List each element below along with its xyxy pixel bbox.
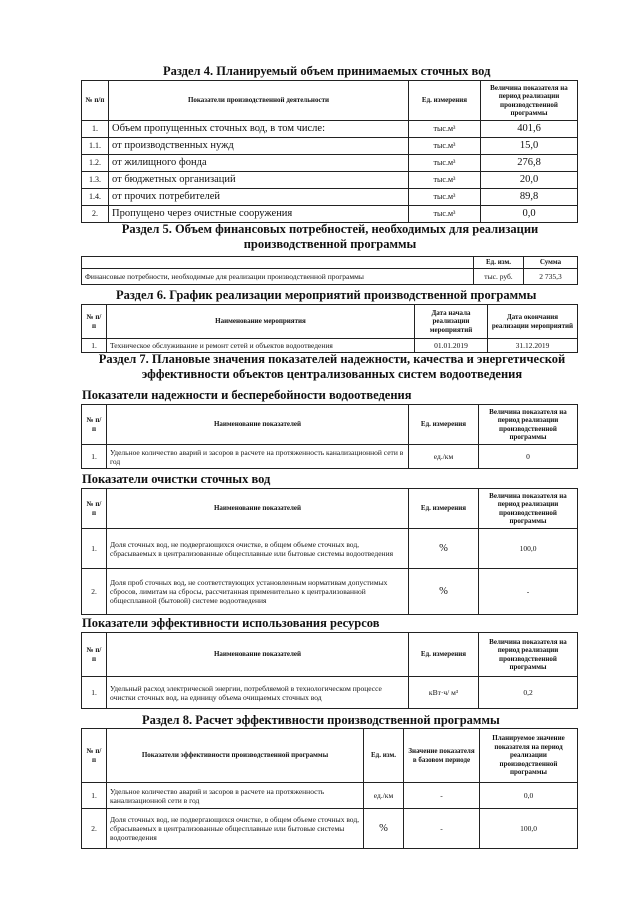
s6-header-start: Дата начала реализации мероприятий <box>415 305 488 339</box>
row-indicator: Доля проб сточных вод, не соответствующих установленным нормативам допустимых сбросов, лимитам на сбросы, рассчитанная применительно к централизованной общесплавной (бытовой) системе водоотведения <box>107 569 409 615</box>
row-unit: тыс.м³ <box>409 121 481 138</box>
row-indicator: Доля сточных вод, не подвергающихся очистке, в общем объеме сточных вод, сбрасываемых в централизованные общесплавные или бытовые системы водоотведения <box>107 529 409 569</box>
table-row <box>82 445 578 469</box>
row-unit: ед./км <box>364 783 404 809</box>
row-value: 276,8 <box>481 155 578 172</box>
s7c-header-name: Наименование показателей <box>107 633 409 677</box>
row-indicator: от жилищного фонда <box>109 155 409 172</box>
row-unit: кВт·ч/ м³ <box>409 677 479 709</box>
s4-header-value: Величина показателя на период реализации производственной программы <box>481 81 578 121</box>
table-row <box>82 155 578 172</box>
s8-header-unit: Ед. изм. <box>364 729 404 783</box>
row-unit: тыс.м³ <box>409 206 481 223</box>
table-row <box>82 529 578 569</box>
s7-sub3-title: Показатели эффективности использования ресурсов <box>82 616 380 630</box>
row-number: 2. <box>82 809 107 849</box>
row-base-value: - <box>404 809 480 849</box>
table-row <box>82 269 578 285</box>
section-8-title: Раздел 8. Расчет эффективности производственной программы <box>142 713 500 727</box>
row-number: 1. <box>82 677 107 709</box>
section-5-title: Раздел 5. Объем финансовых потребностей, необходимых для реализации производственной программы <box>121 222 539 251</box>
table-row <box>82 809 578 849</box>
section-6-table <box>81 304 578 353</box>
row-unit: тыс.м³ <box>409 172 481 189</box>
row-indicator: Финансовые потребности, необходимые для реализации производственной программы <box>82 269 474 285</box>
section-7-title: Раздел 7. Плановые значения показателей надежности, качества и энергетической эффективности объектов централизованных систем водоотведения <box>98 352 566 381</box>
table-row <box>82 569 578 615</box>
row-value: - <box>479 569 578 615</box>
s7c-header-value: Величина показателя на период реализации производственной программы <box>479 633 578 677</box>
row-value: 401,6 <box>481 121 578 138</box>
row-value: 0 <box>479 445 578 469</box>
row-number: 1.3. <box>82 172 109 189</box>
row-number: 1. <box>82 339 107 353</box>
row-unit: % <box>409 569 479 615</box>
s8-header-num: № п/п <box>82 729 107 783</box>
row-value: 20,0 <box>481 172 578 189</box>
table-row <box>82 121 578 138</box>
row-value: 100,0 <box>479 529 578 569</box>
section-8-table <box>81 728 578 849</box>
s7a-header-value: Величина показателя на период реализации производственной программы <box>479 405 578 445</box>
row-value: 0,2 <box>479 677 578 709</box>
s5-header-sum: Сумма <box>524 257 578 269</box>
row-indicator: Удельное количество аварий и засоров в расчете на протяженность канализационной сети в год <box>107 783 364 809</box>
row-value: 89,8 <box>481 189 578 206</box>
s4-header-unit: Ед. измерения <box>409 81 481 121</box>
s7b-header-unit: Ед. измерения <box>409 489 479 529</box>
row-number: 2. <box>82 206 109 223</box>
row-number: 1.4. <box>82 189 109 206</box>
row-activity: Техническое обслуживание и ремонт сетей и объектов водоотведения <box>107 339 415 353</box>
row-value: 2 735,3 <box>524 269 578 285</box>
s7b-header-name: Наименование показателей <box>107 489 409 529</box>
table-row <box>82 783 578 809</box>
s7-sub1-table <box>81 404 578 469</box>
row-indicator: Объем пропущенных сточных вод, в том числе: <box>109 121 409 138</box>
row-indicator: от прочих потребителей <box>109 189 409 206</box>
row-number: 1.1. <box>82 138 109 155</box>
section-6-title: Раздел 6. График реализации мероприятий производственной программы <box>116 288 537 302</box>
row-plan-value: 100,0 <box>480 809 578 849</box>
s4-header-indicator: Показатели производственной деятельности <box>109 81 409 121</box>
s7b-header-num: № п/п <box>82 489 107 529</box>
section-4-title: Раздел 4. Планируемый объем принимаемых сточных вод <box>163 64 491 78</box>
s7a-header-unit: Ед. измерения <box>409 405 479 445</box>
s7b-header-value: Величина показателя на период реализации производственной программы <box>479 489 578 529</box>
s7-sub2-title: Показатели очистки сточных вод <box>82 472 271 486</box>
row-number: 1. <box>82 783 107 809</box>
s7a-header-name: Наименование показателей <box>107 405 409 445</box>
row-value: 0,0 <box>481 206 578 223</box>
row-start-date: 01.01.2019 <box>415 339 488 353</box>
s6-header-end: Дата окончания реализации мероприятий <box>488 305 578 339</box>
row-indicator: Удельный расход электрической энергии, потребляемой в технологическом процессе очистки сточных вод, на единицу объема очищаемых сточных вод <box>107 677 409 709</box>
s8-header-indicator: Показатели эффективности производственной программы <box>107 729 364 783</box>
row-number: 1. <box>82 121 109 138</box>
row-indicator: Удельное количество аварий и засоров в расчете на протяженность канализационной сети в год <box>107 445 409 469</box>
s4-header-num: № п/п <box>82 81 109 121</box>
s7c-header-num: № п/п <box>82 633 107 677</box>
table-row <box>82 339 578 353</box>
row-unit: ед./км <box>409 445 479 469</box>
row-number: 2. <box>82 569 107 615</box>
row-unit: тыс. руб. <box>474 269 524 285</box>
row-unit: % <box>364 809 404 849</box>
row-value: 15,0 <box>481 138 578 155</box>
row-unit: тыс.м³ <box>409 138 481 155</box>
s8-header-plan: Планируемое значение показателя на период реализации производственной программы <box>480 729 578 783</box>
table-row <box>82 677 578 709</box>
section-5-table <box>81 256 578 285</box>
s5-header-blank <box>82 257 474 269</box>
row-indicator: от бюджетных организаций <box>109 172 409 189</box>
table-row <box>82 138 578 155</box>
row-end-date: 31.12.2019 <box>488 339 578 353</box>
row-number: 1. <box>82 445 107 469</box>
table-row <box>82 172 578 189</box>
section-4-table <box>81 80 578 223</box>
row-plan-value: 0,0 <box>480 783 578 809</box>
row-number: 1. <box>82 529 107 569</box>
table-row <box>82 189 578 206</box>
s7-sub2-table <box>81 488 578 615</box>
row-unit: тыс.м³ <box>409 155 481 172</box>
s7c-header-unit: Ед. измерения <box>409 633 479 677</box>
s5-header-unit: Ед. изм. <box>474 257 524 269</box>
row-indicator: Пропущено через очистные сооружения <box>109 206 409 223</box>
row-indicator: Доля сточных вод, не подвергающихся очистке, в общем объеме сточных вод, сбрасываемых в централизованные общесплавные или бытовые системы водоотведения <box>107 809 364 849</box>
row-indicator: от производственных нужд <box>109 138 409 155</box>
s7-sub3-table <box>81 632 578 709</box>
s6-header-name: Наименование мероприятия <box>107 305 415 339</box>
row-unit: тыс.м³ <box>409 189 481 206</box>
row-number: 1.2. <box>82 155 109 172</box>
s7a-header-num: № п/п <box>82 405 107 445</box>
s8-header-base: Значение показателя в базовом периоде <box>404 729 480 783</box>
s6-header-num: № п/п <box>82 305 107 339</box>
table-row <box>82 206 578 223</box>
row-base-value: - <box>404 783 480 809</box>
s7-sub1-title: Показатели надежности и бесперебойности водоотведения <box>82 388 412 402</box>
row-unit: % <box>409 529 479 569</box>
